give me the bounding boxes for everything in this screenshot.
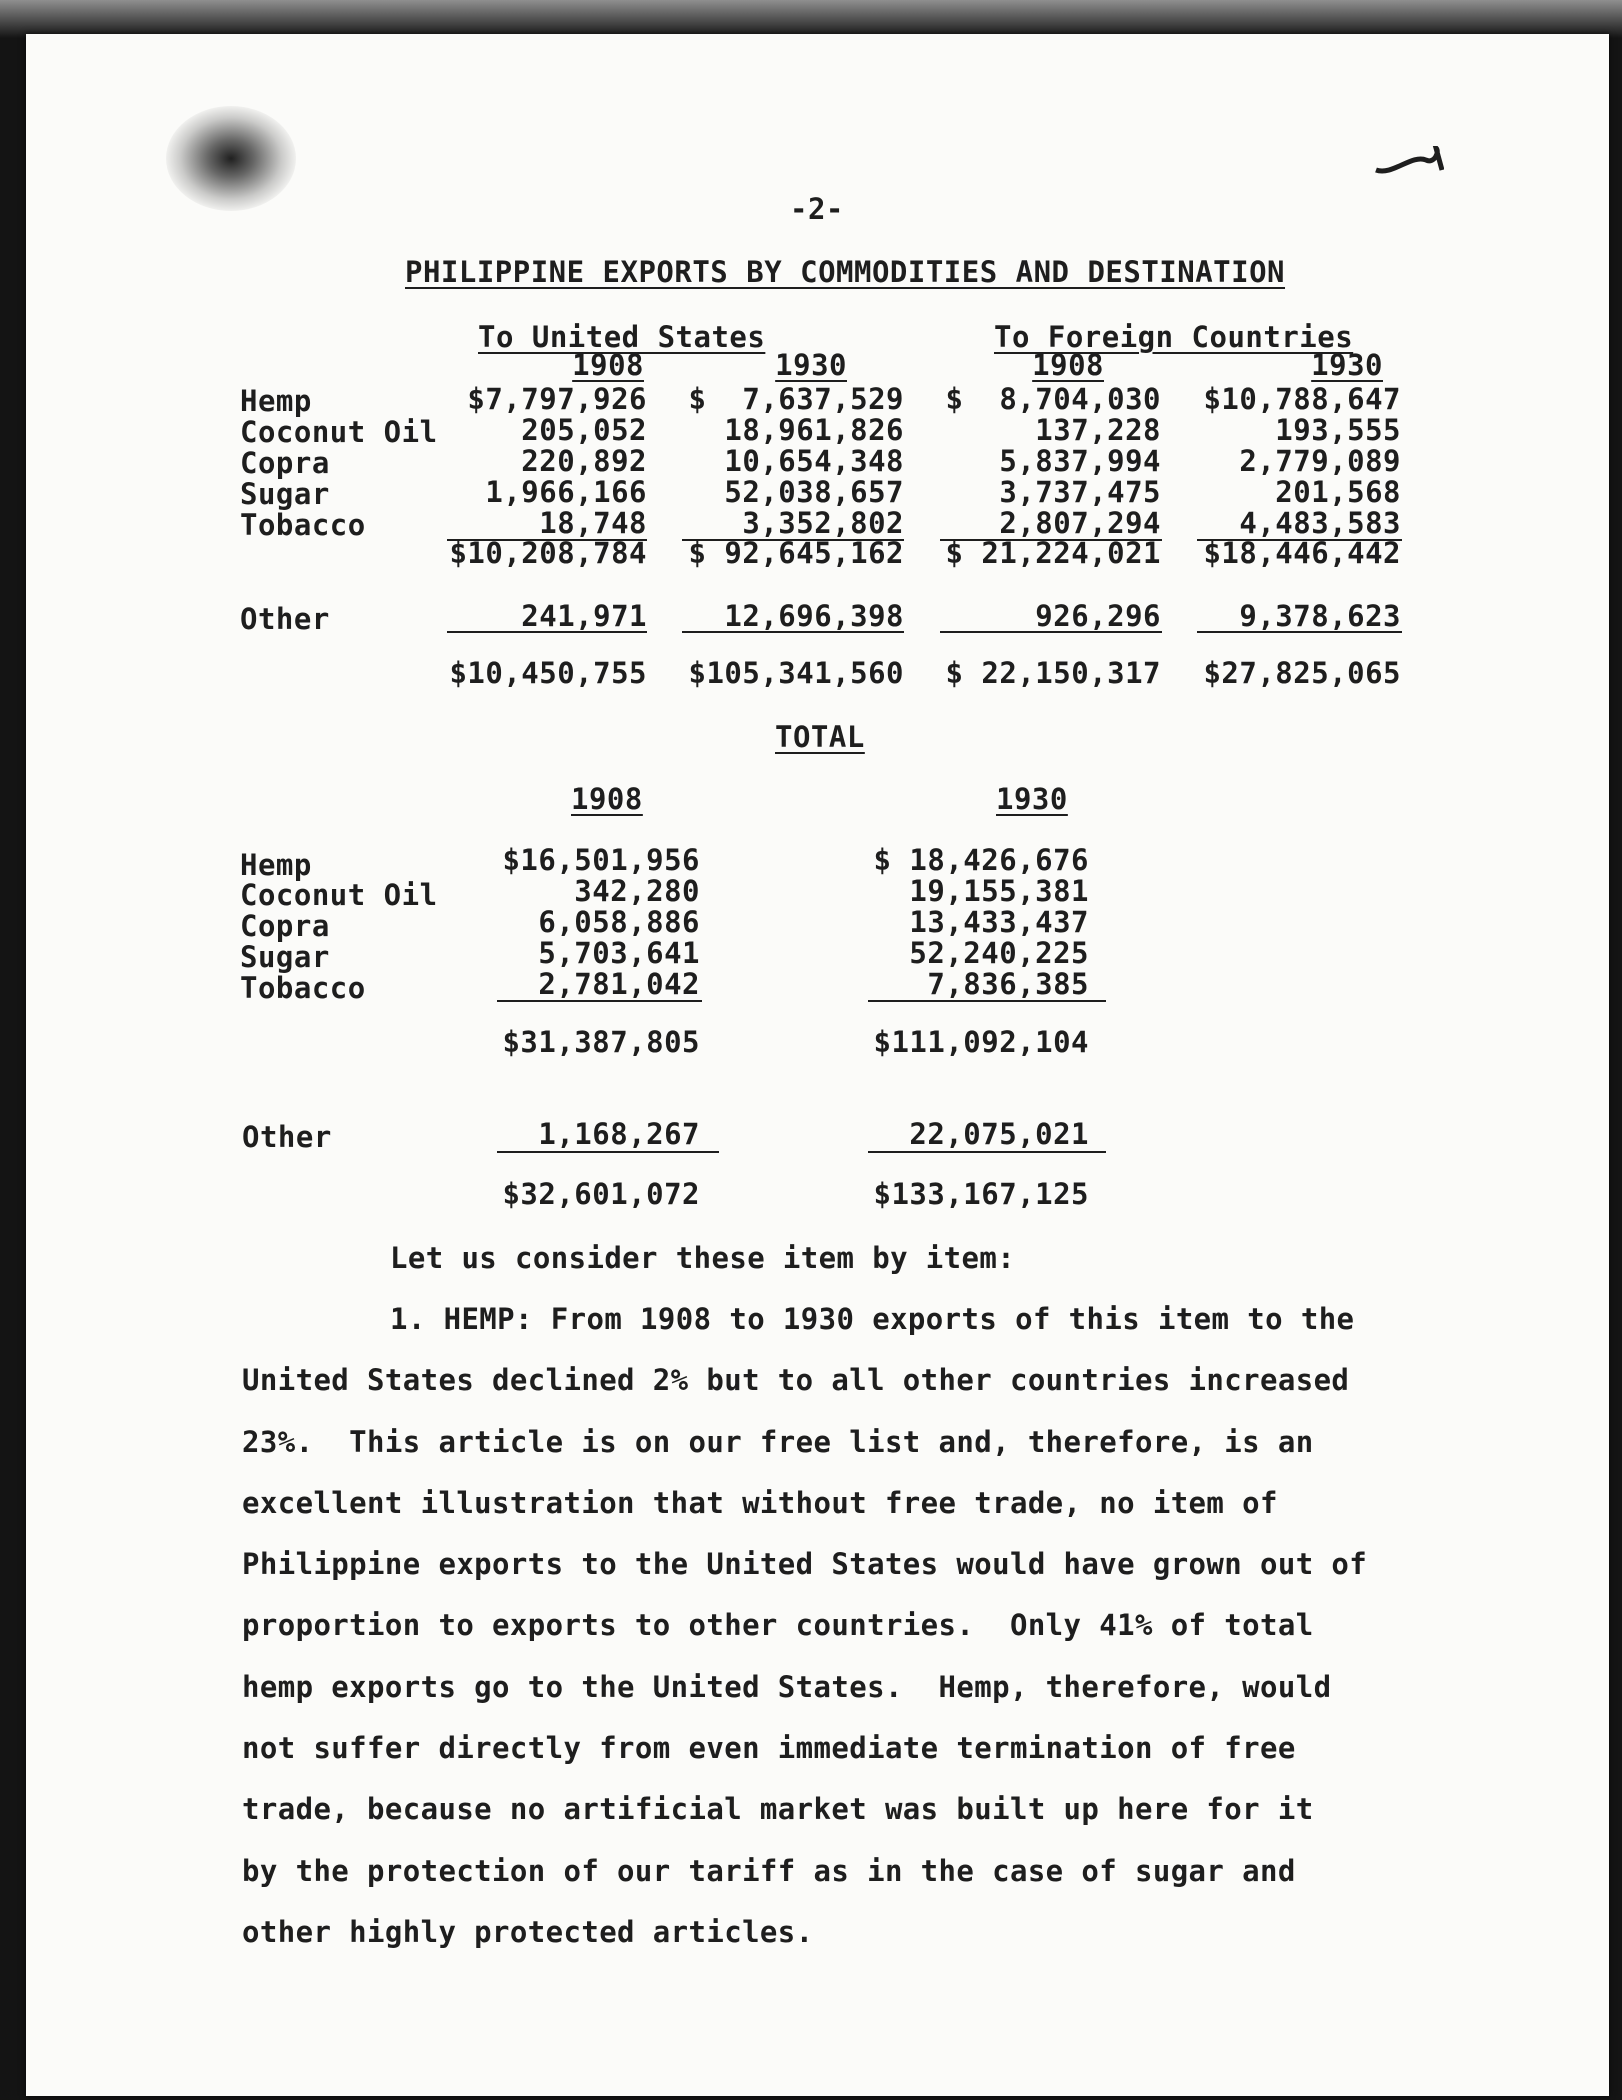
page-title: PHILIPPINE EXPORTS BY COMMODITIES AND DESTINATION (405, 255, 1286, 289)
table-cell: 241,971 (521, 599, 647, 633)
table-cell: 205,052 (521, 413, 647, 447)
total-cell: $10,450,755 (449, 656, 647, 690)
table-cell: 12,696,398 (724, 599, 904, 633)
paragraph-line: 1. HEMP: From 1908 to 1930 exports of this item to the (390, 1302, 1355, 1336)
paragraph-line: by the protection of our tariff as in the case of sugar and (242, 1854, 1296, 1888)
table-cell: 10,654,348 (724, 444, 904, 478)
table-cell: $10,788,647 (1203, 382, 1401, 416)
row-label: Copra (240, 446, 330, 480)
table-cell: 3,352,802 (742, 506, 904, 540)
paragraph-line: not suffer directly from even immediate termination of free (242, 1731, 1296, 1765)
table-cell: 220,892 (521, 444, 647, 478)
table-cell: 18,748 (539, 506, 647, 540)
table-cell: 52,038,657 (724, 475, 904, 509)
year-total-1930: 1930 (996, 782, 1068, 816)
row-label: Hemp (240, 384, 312, 418)
handwritten-mark-icon (1374, 146, 1444, 176)
ink-smudge (166, 106, 296, 211)
document-page (26, 34, 1609, 2096)
paragraph-line: Philippine exports to the United States would have grown out of (242, 1547, 1368, 1581)
table-cell: $7,797,926 (467, 382, 647, 416)
subtotal-cell: $18,446,442 (1203, 536, 1401, 570)
divider (868, 1151, 1106, 1153)
total-cell: $ 22,150,317 (945, 656, 1161, 690)
divider (447, 631, 647, 633)
total-cell: $133,167,125 (873, 1177, 1089, 1211)
table-cell: $16,501,956 (502, 843, 700, 877)
subtotal-cell: $31,387,805 (502, 1025, 700, 1059)
table-cell: $ 8,704,030 (945, 382, 1161, 416)
subtotal-cell: $10,208,784 (449, 536, 647, 570)
table-cell: 7,836,385 (927, 967, 1089, 1001)
row-label: Other (240, 602, 330, 636)
row-label: Coconut Oil (240, 415, 438, 449)
table-cell: 2,807,294 (999, 506, 1161, 540)
paragraph-line: trade, because no artificial market was built up here for it (242, 1792, 1314, 1826)
table-cell: 2,779,089 (1239, 444, 1401, 478)
table-cell: 6,058,886 (538, 905, 700, 939)
subtotal-cell: $ 21,224,021 (945, 536, 1161, 570)
scan-top-edge (0, 0, 1622, 38)
total-cell: $105,341,560 (688, 656, 904, 690)
row-label: Tobacco (240, 971, 366, 1005)
table-cell: $ 7,637,529 (688, 382, 904, 416)
paragraph-line: excellent illustration that without free trade, no item of (242, 1486, 1278, 1520)
year-total-1908: 1908 (571, 782, 643, 816)
header-to-foreign-countries: To Foreign Countries (994, 320, 1354, 354)
divider (940, 631, 1162, 633)
subtotal-cell: $111,092,104 (873, 1025, 1089, 1059)
row-label: Coconut Oil (240, 878, 438, 912)
table-cell: 5,703,641 (538, 936, 700, 970)
table-cell: 1,168,267 (538, 1117, 700, 1151)
subtotal-cell: $ 92,645,162 (688, 536, 904, 570)
year-us-1908: 1908 (572, 348, 644, 382)
paragraph-line: 23%. This article is on our free list and, therefore, is an (242, 1425, 1314, 1459)
paragraph-line: United States declined 2% but to all other countries increased (242, 1363, 1350, 1397)
table-cell: 18,961,826 (724, 413, 904, 447)
table-cell: 19,155,381 (909, 874, 1089, 908)
table-cell: 1,966,166 (485, 475, 647, 509)
row-label: Hemp (240, 848, 312, 882)
year-foreign-1908: 1908 (1032, 348, 1104, 382)
divider (868, 1000, 1106, 1002)
table-cell: 9,378,623 (1239, 599, 1401, 633)
intro-paragraph: Let us consider these item by item: (390, 1241, 1016, 1275)
header-to-united-states: To United States (478, 320, 766, 354)
table-cell: 193,555 (1275, 413, 1401, 447)
divider (1197, 631, 1402, 633)
table-cell: 5,837,994 (999, 444, 1161, 478)
page-number: -2- (790, 192, 844, 226)
table-cell: 201,568 (1275, 475, 1401, 509)
row-label: Tobacco (240, 508, 366, 542)
total-cell: $32,601,072 (502, 1177, 700, 1211)
divider (497, 1151, 719, 1153)
table-cell: 2,781,042 (538, 967, 700, 1001)
paragraph-line: other highly protected articles. (242, 1915, 814, 1949)
table-cell: 4,483,583 (1239, 506, 1401, 540)
row-label: Sugar (240, 477, 330, 511)
paragraph-line: hemp exports go to the United States. Hemp, therefore, would (242, 1670, 1332, 1704)
table-cell: $ 18,426,676 (873, 843, 1089, 877)
table-cell: 52,240,225 (909, 936, 1089, 970)
divider (497, 1000, 702, 1002)
row-label: Copra (240, 909, 330, 943)
row-label: Other (242, 1120, 332, 1154)
year-us-1930: 1930 (775, 348, 847, 382)
table-cell: 137,228 (1035, 413, 1161, 447)
table-cell: 926,296 (1035, 599, 1161, 633)
total-cell: $27,825,065 (1203, 656, 1401, 690)
table-cell: 342,280 (574, 874, 700, 908)
table-cell: 22,075,021 (909, 1117, 1089, 1151)
year-foreign-1930: 1930 (1311, 348, 1383, 382)
table-cell: 13,433,437 (909, 905, 1089, 939)
divider (682, 631, 904, 633)
total-heading: TOTAL (775, 720, 865, 754)
paragraph-line: proportion to exports to other countries. Only 41% of total (242, 1608, 1314, 1642)
table-cell: 3,737,475 (999, 475, 1161, 509)
row-label: Sugar (240, 940, 330, 974)
